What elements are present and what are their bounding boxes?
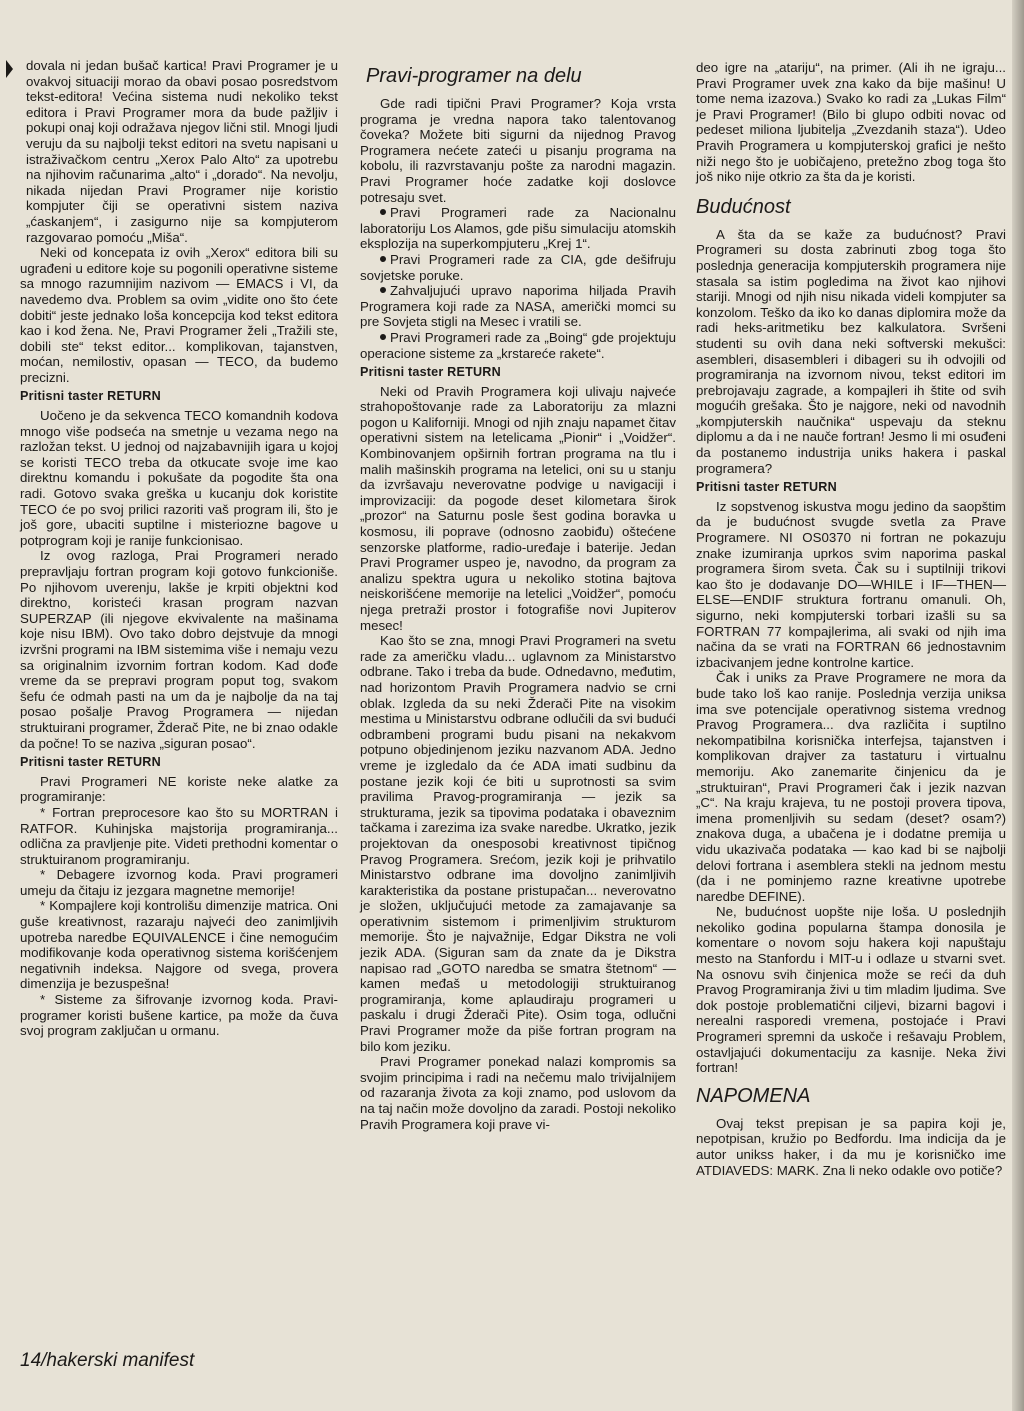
subheading: Pritisni taster RETURN bbox=[360, 365, 501, 380]
paragraph: Pravi Programer ponekad nalazi kompromis sa svojim principima i radi na nečemu malo trivijalnijem od razaranja života za koji znamo, pod uslovom da na taj način može dovoljno da zaradi. Postoji nekoliko Pravih Programera koji prave vi- bbox=[360, 1054, 676, 1132]
paragraph: * Fortran preprocesore kao što su MORTRAN i RATFOR. Kuhinjska majstorija programiranja... odlična za pravljenje pite. Videti prethodni komentar o struktuiranom programiranju. bbox=[20, 804, 338, 867]
subheading: Pritisni taster RETURN bbox=[20, 755, 161, 770]
paragraph: * Sisteme za šifrovanje izvornog koda. Pravi-programer koristi bušene kartice, pa može da čuva svoj program zaključan u ormanu. bbox=[20, 992, 338, 1039]
page-footer: 14/hakerski manifest bbox=[20, 1350, 195, 1371]
paragraph: deo igre na „atariju“, na primer. (Ali ih ne igraju... Pravi Programer uvek zna kako da bije mašinu! U tome nema izazova.) Svako ko radi za „Lukas Film“ je Pravi Programer! (Bilo bi glupo odbiti novac od pedeset miliona ljubitelja „Zvezdanih staza“). Udeo Pravih Programera u kompjuterskoj grafici je nešto niži nego što je uobičajeno, pretežno zbog toga što još niko nije otkrio za šta da je koristi. bbox=[696, 60, 1006, 185]
column-middle bbox=[360, 64, 676, 1132]
subheading: Pritisni taster RETURN bbox=[696, 480, 837, 495]
paragraph: Čak i uniks za Prave Programere ne mora da bude tako loš kao ranije. Poslednja verzija uniksa ima sve potencijale operativnog sistema vrednog Pravog Programera... dva različita i suptilno nekompatibilna korisnička interfejsa, tajanstven i komplikovan drajver za tastaturu i virtualnu memoriju. Ako zanemarite činjenicu da je „struktuiran“, Pravi Programeri čak i jezik nazvan „C“. Na kraju krajeva, tu ne postoji provera tipova, imena promenljivih su sedam (deset? osam?) znakova duga, a ubačena je i dodatne premija u vidu ukazivača podataka — kao kad bi se najbolji delovi fortrana i asemblera stekli na jednom mestu (da i ne pominjemo razne kreativne upotrebe naredbe DEFINE). bbox=[696, 670, 1006, 904]
page-edge-shadow bbox=[1012, 0, 1024, 1411]
bullet-icon bbox=[380, 334, 386, 340]
paragraph: Gde radi tipični Pravi Programer? Koja vrsta programa je vredna napora tako talentovanog čoveka? Možete biti sigurni da nijednog Pravog Programera nećete zateći u pisanju programa na kobolu, ili razvrstavanju pošte za narodni magazin. Pravi Programer hoće zadatke koji doslovce potresaju svet. bbox=[360, 96, 676, 205]
paragraph: dovala ni jedan bušač kartica! Pravi Programer je u ovakvoj situaciji morao da obavi posao posredstvom tekst-editora! Većina sistema nudi nekoliko tekst editora i Pravi Programer mora da bude pažljiv i pokupi onaj koji odražava njegov lični stil. Mnogi ljudi veruju da su najbolji tekst editori na svetu napisani u istraživačkom centru „Xerox Palo Alto“ za upotrebu na njihovim računarima „alto“ i „dorado“. Na nevolju, nikada nijedan Pravi Programer nije koristio kompjuter čiji se operativni sistem naziva „ćaskanjem“, i zasigurno nije sa kompjuterom razgovarao pomoću „Miša“. bbox=[26, 58, 338, 245]
bullet-item: Pravi Programeri rade za „Boing“ gde projektuju operacione sisteme za „krstareće rakete“. bbox=[360, 329, 676, 361]
bullet-icon bbox=[380, 209, 386, 215]
paragraph: Uočeno je da sekvenca TECO komandnih kodova mnogo više podseća na smetnje u vezama nego na razložan tekst. U jednoj od najzabavnijih igara u kojoj se koristi TECO treba da otkucate svoje ime kao direktnu komandu i pokušate da pogodite šta ona radi. Gotovo svaka greška u kucanju dok koristite TECO će po svoj prilici razoriti vaš program ili, što je još gore, ubaciti suptilne i misteriozne bagove u potprogram koji je ranije funkcionisao. bbox=[20, 408, 338, 548]
bullet-icon bbox=[380, 287, 386, 293]
bullet-item: Pravi Programeri rade za CIA, gde dešifruju sovjetske poruke. bbox=[360, 251, 676, 283]
subheading: Pritisni taster RETURN bbox=[20, 389, 161, 404]
paragraph: Iz ovog razloga, Prai Programeri nerado prepravljaju fortran program koji gotovo funkcioniše. Po njihovom uverenju, lakše je krpiti objektni kod direktno, koristeći krasan program nazvan SUPERZAP (ili njegove ekvivalente na mašinama koje nisu IBM). Ovo tako dobro dejstvuje da mnogi izvršni programi na IBM sistemima više i nemaju vezu sa originalnim izvornim fortran kodom. Kad dođe vreme da se prepravi program poput tog, svakom šefu će odmah pasti na um da je najbolje da na taj posao pošalje Pravog Programera — nijedan struktuirani programer, Žderač Pite, ne bi znao odakle da počne! To se naziva „siguran posao“. bbox=[20, 548, 338, 751]
section-heading: Pravi-programer na delu bbox=[366, 65, 582, 87]
bullet-item: Zahvaljujući upravo naporima hiljada Pravih Programera koji rade za NASA, američki momci su pre Sovjeta stigli na Mesec i vratili se. bbox=[360, 283, 676, 330]
paragraph: Neki od koncepata iz ovih „Xerox“ editora bili su ugrađeni u editore koje su pogonili operativne sisteme sa mnogo razumnijim nazivom — EMACS i VI, da navedemo dva. Problem sa ovim „vidite ono što ćete dobiti“ jeste jednako loša koncepcija kod tekst editora kao i kod žena. Ne, Pravi Programer želi „Tražili ste, dobili ste“ tekst editor... komplikovan, tajanstven, moćan, nemilostiv, opasan — TECO, da budemo precizni. bbox=[20, 245, 338, 385]
paragraph: Iz sopstvenog iskustva mogu jedino da saopštim da je budućnost svugde svetla za Prave Programere. NI OS0370 ni fortran ne pokazuju znake izumiranja uprkos svim naporima paskal programera širom sveta. Čak su i suptilniji trikovi kao što je dodavanje DO—WHILE i IF—THEN—ELSE—ENDIF struktura fortranu omanuli. Oh, sigurno, neki kompjuterski torbari izašli su sa FORTRAN 77 kompajlerima, ali svaki od njih ima načina da se vrati na FORTRAN 66 jednostavnim izbacivanjem jedne kontrolne kartice. bbox=[696, 498, 1006, 670]
paragraph: * Debagere izvornog koda. Pravi programeri umeju da čitaju iz jezgara magnetne memorije! bbox=[20, 867, 338, 898]
paragraph: A šta da se kaže za budućnost? Pravi Programeri su dosta zabrinuti zbog toga što poslednja generacija kompjuterskih programera nije stasala sa istim pogledima na život kao njihovi stariji. Mnogi od njih nisu nikada videli kompjuter sa konzolom. Teško da iko ko danas diplomira može da radi heks-aritmetiku bez kalkulatora. Svršeni studenti su ovih dana neki softverski mekušci: asembleri, disasembleri i dibageri su ih odvojili od programiranja na izvornom nivou, tekst editori im prebrojavaju zagrade, a kompajleri ih štite od svih mogućih grešaka. Što je najgore, neki od navodnih „kompjuterskih naučnika“ uspevaju da steknu diplomu a da i ne nauče fortran! Jesmo li mi osuđeni da postanemo industrija uniks hakera i paskal programera? bbox=[696, 226, 1006, 476]
bullet-item: Pravi Programeri rade za Nacionalnu laboratoriju Los Alamos, gde pišu simulaciju atomskih eksplozija na superkompjuteru „Krej 1“. bbox=[360, 205, 676, 252]
column-left bbox=[20, 58, 338, 1039]
column-right bbox=[696, 60, 1006, 1178]
section-heading: NAPOMENA bbox=[696, 1084, 811, 1107]
continuation-arrow-icon bbox=[6, 60, 13, 78]
paragraph: * Kompajlere koji kontrolišu dimenzije matrica. Oni guše kreativnost, razaraju najveći deo zanimljivih upotreba naredbe EQUIVALENCE i čine nemogućim modifikovanje koda operativnog sistema korišćenjem negativnih indeksa. Najgore od svega, provera dimenzija je bezuspešna! bbox=[20, 898, 338, 992]
paragraph: Ne, budućnost uopšte nije loša. U poslednjih nekoliko godina popularna štampa donosila je komentare o novom soju hakera koji napuštaju mesto na Stanfordu i MIT-u i odlaze u stvarni svet. Na osnovu svih činjenica može se reći da duh Pravog Programiranja živi u tim mladim ljudima. Sve dok postoje problematični ciljevi, bizarni bagovi i nerealni rasporedi vremena, postojaće i Pravi Programeri spremni da uskoče i rešavaju Problem, ostavljajući dokumentaciju za kasnije. Neka živi fortran! bbox=[696, 904, 1006, 1076]
section-heading: Budućnost bbox=[696, 195, 791, 218]
paragraph: Kao što se zna, mnogi Pravi Programeri na svetu rade za američku vladu... uglavnom za Ministarstvo odbrane. Tako i treba da bude. Odnedavno, međutim, nad horizontom Pravih Programera nadvio se crni oblak. Izgleda da su neki Žderači Pite na visokim mestima u Ministarstvu odbrane odlučili da svi budući odbrambeni programi budu pisani na nekakvom potpuno objedinjenom jeziku nazvanom ADA. Jedno vreme je izgledalo da će ADA imati sudbinu da postane jezik koji će biti u suprotnosti sa svim pravilima Pravog-programiranja — jezik sa strukturama, jezik sa tipovima podataka i obaveznim tačkama i zarezima iza svake naredbe. Ukratko, jezik projektovan da onesposobi kreativnost tipičnog Pravog Programera. Srećom, jezik koji je prihvatilo Ministarstvo odbrane ima dovoljno zanimljivih karakteristika da postane pristupačan... neverovatno je složen, uključujući metode za zamajavanje sa operativnim sistemom i primenljivim strukturom memorije. Što je najvažnije, Edgar Dikstra ne voli jezik ADA. (Siguran sam da znate da je Dikstra napisao rad „GOTO naredba se smatra štetnom“ — kamen međaš u metodologiji struktuiranog programiranja, kome aplaudiraju programeri u paskalu i drugi Žderači Pite). Osim toga, odlučni Pravi Programer može da piše fortran program na bilo kom jeziku. bbox=[360, 633, 676, 1054]
bullet-icon bbox=[380, 256, 386, 262]
paragraph: Ovaj tekst prepisan je sa papira koji je, nepotpisan, kružio po Bedfordu. Ima indicija da je autor unikss haker, i da mu je korisničko ime ATDIAVEDS: MARK. Zna li neko odakle ovo potiče? bbox=[696, 1115, 1006, 1178]
paragraph: Pravi Programeri NE koriste neke alatke za programiranje: bbox=[20, 773, 338, 805]
paragraph: Neki od Pravih Programera koji ulivaju najveće strahopoštovanje rade za Laboratoriju za mlazni pogon u Kaliforniji. Mnogi od njih znaju napamet čitav operativni sistem na letelicama „Pionir“ i „Voidžer“. Kombinovanjem opširnih fortran programa na tlu i malih mašinskih programa na letelici, oni su u stanju da izvršavaju neverovatne podvige u navigaciji i improvizaciji: da pogode deset kilometara širok „prozor“ na Saturnu posle šest godina boravka u kosmosu, ili poprave (odnosno zaobiđu) oštećene senzorske platforme, radio-uređaje i baterije. Jedan Pravi Programer uspeo je, navodno, da program za analizu spektra ugura u nekoliko stotina bajtova neiskorišćene memorije na letelici „Voidžer“, pomoću njega pretraži prostor i fotografiše novi Jupiterov mesec! bbox=[360, 383, 676, 633]
